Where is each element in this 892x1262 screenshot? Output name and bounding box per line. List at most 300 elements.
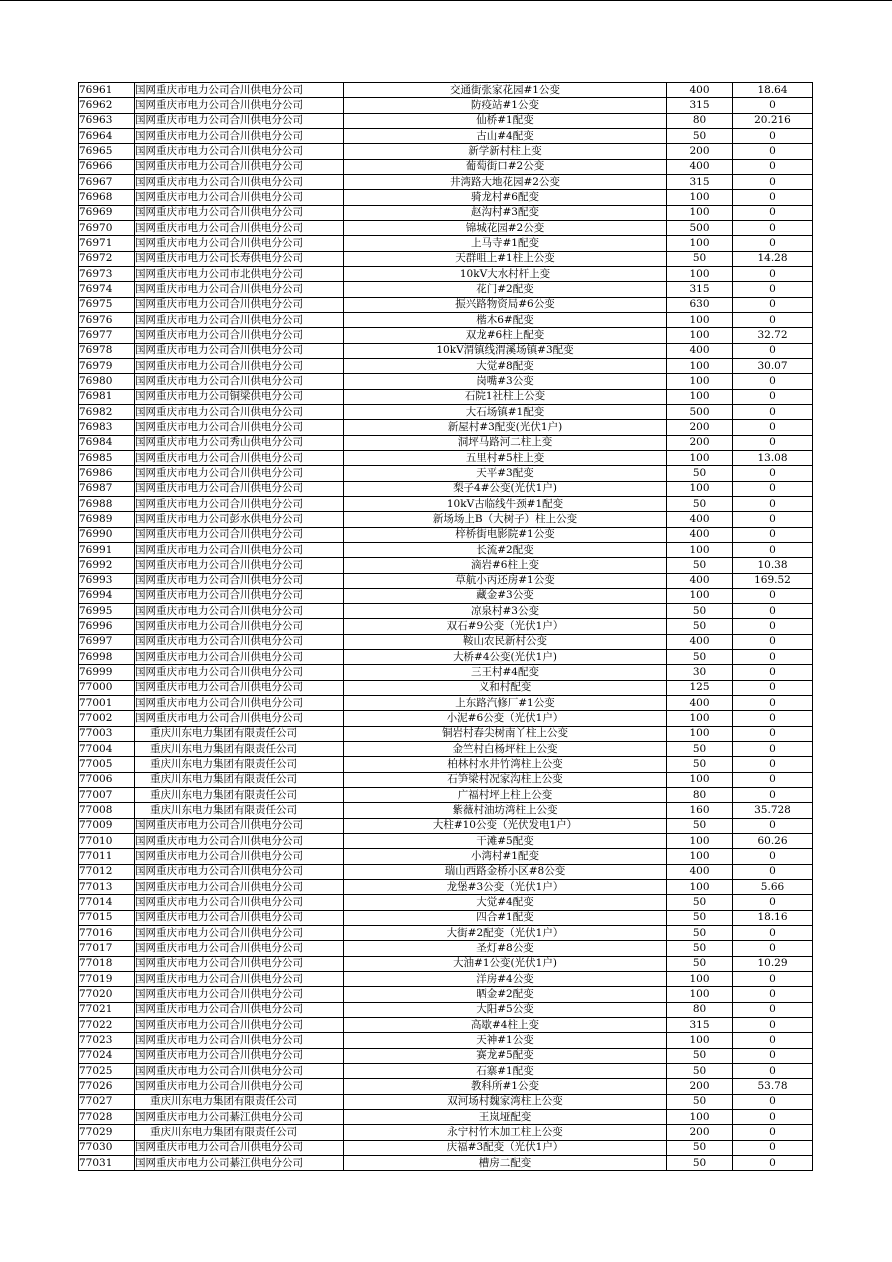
cell-transformer-name: 洞坪马路河二柱上变 (344, 435, 667, 450)
table-row (79, 972, 813, 987)
cell-capacity: 50 (667, 1094, 733, 1109)
table-row (79, 450, 813, 465)
cell-id: 76994 (79, 588, 135, 603)
cell-capacity: 200 (667, 420, 733, 435)
cell-id: 77023 (79, 1033, 135, 1048)
cell-transformer-name: 大觉#8配变 (344, 358, 667, 373)
cell-capacity: 315 (667, 282, 733, 297)
cell-company: 国网重庆市电力公司合川供电分公司 (135, 174, 344, 189)
cell-id: 77011 (79, 849, 135, 864)
cell-transformer-name: 梓桥街电影院#1公变 (344, 527, 667, 542)
cell-company: 国网重庆市电力公司合川供电分公司 (135, 558, 344, 573)
table-body (79, 83, 813, 1171)
cell-id: 76990 (79, 527, 135, 542)
cell-transformer-name: 大街#2配变（光伏1户） (344, 926, 667, 941)
cell-transformer-name: 赵沟村#3配变 (344, 205, 667, 220)
cell-id: 77003 (79, 726, 135, 741)
table-row (79, 987, 813, 1002)
cell-company: 国网重庆市电力公司合川供电分公司 (135, 205, 344, 220)
cell-id: 76964 (79, 128, 135, 143)
cell-transformer-name: 洋房#4公变 (344, 972, 667, 987)
table-row (79, 404, 813, 419)
cell-capacity: 400 (667, 83, 733, 98)
cell-transformer-name: 干滩#5配变 (344, 834, 667, 849)
cell-value: 30.07 (733, 358, 813, 373)
cell-company: 国网重庆市电力公司合川供电分公司 (135, 328, 344, 343)
cell-transformer-name: 小湾村#1配变 (344, 849, 667, 864)
cell-transformer-name: 藏金#3公变 (344, 588, 667, 603)
table-row (79, 558, 813, 573)
cell-id: 76982 (79, 404, 135, 419)
cell-company: 国网重庆市电力公司合川供电分公司 (135, 1140, 344, 1155)
table-row (79, 297, 813, 312)
cell-transformer-name: 井湾路大地花园#2公变 (344, 174, 667, 189)
cell-company: 国网重庆市电力公司合川供电分公司 (135, 941, 344, 956)
cell-transformer-name: 花门#2配变 (344, 282, 667, 297)
cell-company: 国网重庆市电力公司合川供电分公司 (135, 711, 344, 726)
cell-company: 国网重庆市电力公司合川供电分公司 (135, 680, 344, 695)
table-row (79, 895, 813, 910)
table-row (79, 98, 813, 113)
table-row (79, 174, 813, 189)
table-row (79, 1048, 813, 1063)
cell-transformer-name: 骑龙村#6配变 (344, 190, 667, 205)
cell-id: 76968 (79, 190, 135, 205)
cell-transformer-name: 振兴路物资局#6公变 (344, 297, 667, 312)
cell-transformer-name: 10kV大水村杆上变 (344, 266, 667, 281)
table-row (79, 466, 813, 481)
cell-transformer-name: 槽房二配变 (344, 1155, 667, 1170)
cell-id: 76970 (79, 220, 135, 235)
cell-id: 77027 (79, 1094, 135, 1109)
cell-id: 77031 (79, 1155, 135, 1170)
cell-company: 国网重庆市电力公司合川供电分公司 (135, 420, 344, 435)
table-row (79, 910, 813, 925)
cell-capacity: 200 (667, 144, 733, 159)
cell-value: 0 (733, 680, 813, 695)
table-row (79, 113, 813, 128)
cell-company: 重庆川东电力集团有限责任公司 (135, 788, 344, 803)
cell-id: 77029 (79, 1125, 135, 1140)
cell-capacity: 50 (667, 1048, 733, 1063)
cell-id: 77028 (79, 1109, 135, 1124)
cell-id: 76997 (79, 634, 135, 649)
table-row (79, 742, 813, 757)
cell-transformer-name: 三王村#4配变 (344, 665, 667, 680)
table-row (79, 650, 813, 665)
cell-capacity: 315 (667, 1018, 733, 1033)
cell-id: 77005 (79, 757, 135, 772)
cell-company: 国网重庆市电力公司合川供电分公司 (135, 144, 344, 159)
table-row (79, 772, 813, 787)
cell-company: 国网重庆市电力公司合川供电分公司 (135, 818, 344, 833)
table-row (79, 696, 813, 711)
cell-company: 国网重庆市电力公司合川供电分公司 (135, 404, 344, 419)
cell-value: 0 (733, 1002, 813, 1017)
cell-company: 国网重庆市电力公司合川供电分公司 (135, 895, 344, 910)
cell-capacity: 80 (667, 113, 733, 128)
table-row (79, 680, 813, 695)
cell-company: 国网重庆市电力公司合川供电分公司 (135, 1033, 344, 1048)
cell-capacity: 400 (667, 696, 733, 711)
cell-company: 国网重庆市电力公司合川供电分公司 (135, 450, 344, 465)
cell-id: 76967 (79, 174, 135, 189)
table-row (79, 1033, 813, 1048)
cell-transformer-name: 梨子4#公变(光伏1户) (344, 481, 667, 496)
cell-capacity: 400 (667, 159, 733, 174)
cell-transformer-name: 大觉#4配变 (344, 895, 667, 910)
cell-capacity: 400 (667, 527, 733, 542)
cell-company: 国网重庆市电力公司合川供电分公司 (135, 297, 344, 312)
cell-id: 76974 (79, 282, 135, 297)
cell-value: 0 (733, 205, 813, 220)
cell-value: 0 (733, 220, 813, 235)
cell-value: 5.66 (733, 880, 813, 895)
cell-transformer-name: 10kV渭镇线渭溪场镇#3配变 (344, 343, 667, 358)
cell-transformer-name: 仙桥#1配变 (344, 113, 667, 128)
cell-capacity: 100 (667, 834, 733, 849)
cell-value: 20.216 (733, 113, 813, 128)
cell-capacity: 400 (667, 573, 733, 588)
table-row (79, 1002, 813, 1017)
cell-id: 76965 (79, 144, 135, 159)
table-row (79, 588, 813, 603)
cell-capacity: 100 (667, 880, 733, 895)
cell-capacity: 80 (667, 1002, 733, 1017)
cell-capacity: 200 (667, 435, 733, 450)
cell-company: 国网重庆市电力公司合川供电分公司 (135, 926, 344, 941)
cell-id: 77006 (79, 772, 135, 787)
cell-id: 76981 (79, 389, 135, 404)
cell-company: 国网重庆市电力公司合川供电分公司 (135, 190, 344, 205)
cell-id: 77012 (79, 864, 135, 879)
cell-value: 0 (733, 711, 813, 726)
table-row (79, 496, 813, 511)
cell-id: 76989 (79, 512, 135, 527)
cell-transformer-name: 古山#4配变 (344, 128, 667, 143)
table-row (79, 941, 813, 956)
cell-capacity: 50 (667, 926, 733, 941)
cell-capacity: 100 (667, 1033, 733, 1048)
cell-id: 77015 (79, 910, 135, 925)
cell-value: 0 (733, 435, 813, 450)
cell-capacity: 500 (667, 220, 733, 235)
cell-id: 76977 (79, 328, 135, 343)
cell-id: 76963 (79, 113, 135, 128)
cell-value: 0 (733, 604, 813, 619)
cell-transformer-name: 鞍山农民新村公变 (344, 634, 667, 649)
cell-value: 13.08 (733, 450, 813, 465)
table-row (79, 726, 813, 741)
cell-capacity: 100 (667, 312, 733, 327)
cell-company: 国网重庆市电力公司合川供电分公司 (135, 910, 344, 925)
cell-transformer-name: 锦城花园#2公变 (344, 220, 667, 235)
table-row (79, 665, 813, 680)
cell-company: 国网重庆市电力公司合川供电分公司 (135, 634, 344, 649)
table-row (79, 343, 813, 358)
cell-transformer-name: 葡萄街口#2公变 (344, 159, 667, 174)
cell-id: 76971 (79, 236, 135, 251)
cell-value: 0 (733, 144, 813, 159)
cell-transformer-name: 石笋梁村况家沟柱上公变 (344, 772, 667, 787)
cell-capacity: 100 (667, 588, 733, 603)
cell-transformer-name: 新学新村柱上变 (344, 144, 667, 159)
cell-value: 0 (733, 772, 813, 787)
table-row (79, 251, 813, 266)
cell-id: 77013 (79, 880, 135, 895)
table-row (79, 1064, 813, 1079)
cell-capacity: 315 (667, 174, 733, 189)
cell-company: 国网重庆市电力公司合川供电分公司 (135, 374, 344, 389)
table-row (79, 128, 813, 143)
cell-value: 0 (733, 619, 813, 634)
cell-value: 0 (733, 696, 813, 711)
cell-transformer-name: 双龙#6柱上配变 (344, 328, 667, 343)
table-row (79, 205, 813, 220)
cell-value: 0 (733, 650, 813, 665)
cell-capacity: 315 (667, 98, 733, 113)
cell-capacity: 50 (667, 895, 733, 910)
cell-id: 76999 (79, 665, 135, 680)
cell-transformer-name: 瑞山西路金桥小区#8公变 (344, 864, 667, 879)
cell-value: 0 (733, 512, 813, 527)
cell-value: 0 (733, 1094, 813, 1109)
table-row (79, 220, 813, 235)
cell-capacity: 100 (667, 481, 733, 496)
cell-company: 国网重庆市电力公司合川供电分公司 (135, 1079, 344, 1094)
cell-value: 0 (733, 1064, 813, 1079)
cell-id: 76988 (79, 496, 135, 511)
cell-transformer-name: 凉泉村#3公变 (344, 604, 667, 619)
table-row (79, 619, 813, 634)
cell-value: 0 (733, 420, 813, 435)
cell-value: 0 (733, 864, 813, 879)
cell-id: 76966 (79, 159, 135, 174)
cell-value: 0 (733, 343, 813, 358)
table-row (79, 1079, 813, 1094)
cell-id: 76969 (79, 205, 135, 220)
cell-capacity: 100 (667, 328, 733, 343)
cell-capacity: 100 (667, 726, 733, 741)
cell-id: 77008 (79, 803, 135, 818)
cell-company: 国网重庆市电力公司合川供电分公司 (135, 358, 344, 373)
table-row (79, 83, 813, 98)
cell-value: 0 (733, 496, 813, 511)
cell-company: 国网重庆市电力公司合川供电分公司 (135, 282, 344, 297)
cell-capacity: 50 (667, 251, 733, 266)
cell-transformer-name: 10kV古临线牛颈#1配变 (344, 496, 667, 511)
cell-transformer-name: 庆福#3配变（光伏1户） (344, 1140, 667, 1155)
table-row (79, 190, 813, 205)
cell-id: 77020 (79, 987, 135, 1002)
cell-id: 77022 (79, 1018, 135, 1033)
cell-value: 0 (733, 312, 813, 327)
cell-capacity: 100 (667, 711, 733, 726)
table-row (79, 481, 813, 496)
cell-value: 18.64 (733, 83, 813, 98)
cell-company: 国网重庆市电力公司合川供电分公司 (135, 1002, 344, 1017)
cell-capacity: 50 (667, 910, 733, 925)
cell-value: 0 (733, 159, 813, 174)
cell-capacity: 400 (667, 634, 733, 649)
cell-transformer-name: 石寨#1配变 (344, 1064, 667, 1079)
cell-company: 重庆川东电力集团有限责任公司 (135, 772, 344, 787)
cell-company: 国网重庆市电力公司彭水供电分公司 (135, 512, 344, 527)
cell-transformer-name: 石院1社柱上公变 (344, 389, 667, 404)
cell-value: 0 (733, 726, 813, 741)
cell-value: 0 (733, 542, 813, 557)
cell-transformer-name: 龙堡#3公变（光伏1户） (344, 880, 667, 895)
cell-company: 国网重庆市电力公司合川供电分公司 (135, 113, 344, 128)
cell-capacity: 50 (667, 1064, 733, 1079)
cell-value: 0 (733, 236, 813, 251)
cell-id: 76984 (79, 435, 135, 450)
cell-value: 0 (733, 481, 813, 496)
cell-transformer-name: 草航小丙还房#1公变 (344, 573, 667, 588)
cell-transformer-name: 滴岩#6柱上变 (344, 558, 667, 573)
cell-id: 76998 (79, 650, 135, 665)
cell-capacity: 50 (667, 604, 733, 619)
cell-capacity: 100 (667, 205, 733, 220)
cell-id: 77018 (79, 956, 135, 971)
cell-capacity: 500 (667, 404, 733, 419)
cell-capacity: 100 (667, 772, 733, 787)
cell-company: 国网重庆市电力公司合川供电分公司 (135, 696, 344, 711)
cell-transformer-name: 岗嘴#3公变 (344, 374, 667, 389)
cell-transformer-name: 王岚垭配变 (344, 1109, 667, 1124)
cell-value: 0 (733, 895, 813, 910)
cell-value: 0 (733, 665, 813, 680)
cell-company: 国网重庆市电力公司合川供电分公司 (135, 481, 344, 496)
cell-company: 国网重庆市电力公司合川供电分公司 (135, 880, 344, 895)
cell-company: 国网重庆市电力公司合川供电分公司 (135, 312, 344, 327)
cell-company: 国网重庆市电力公司合川供电分公司 (135, 466, 344, 481)
cell-id: 77017 (79, 941, 135, 956)
cell-id: 77004 (79, 742, 135, 757)
cell-company: 国网重庆市电力公司合川供电分公司 (135, 83, 344, 98)
cell-company: 国网重庆市电力公司合川供电分公司 (135, 604, 344, 619)
cell-id: 77009 (79, 818, 135, 833)
cell-id: 77010 (79, 834, 135, 849)
table-row (79, 1125, 813, 1140)
cell-value: 0 (733, 297, 813, 312)
cell-capacity: 50 (667, 956, 733, 971)
cell-value: 0 (733, 818, 813, 833)
data-table (78, 82, 813, 1171)
cell-capacity: 100 (667, 358, 733, 373)
cell-value: 0 (733, 1048, 813, 1063)
table-row (79, 803, 813, 818)
table-row (79, 757, 813, 772)
cell-value: 0 (733, 282, 813, 297)
table-row (79, 420, 813, 435)
table-row (79, 312, 813, 327)
cell-value: 0 (733, 1125, 813, 1140)
cell-value: 0 (733, 1033, 813, 1048)
cell-value: 0 (733, 174, 813, 189)
cell-company: 国网重庆市电力公司合川供电分公司 (135, 834, 344, 849)
cell-company: 国网重庆市电力公司綦江供电分公司 (135, 1109, 344, 1124)
cell-capacity: 100 (667, 450, 733, 465)
table-row (79, 1018, 813, 1033)
cell-value: 0 (733, 742, 813, 757)
cell-company: 重庆川东电力集团有限责任公司 (135, 757, 344, 772)
cell-transformer-name: 上东路汽修厂#1公变 (344, 696, 667, 711)
table-row (79, 711, 813, 726)
cell-transformer-name: 广福村坪上柱上公变 (344, 788, 667, 803)
cell-capacity: 50 (667, 466, 733, 481)
cell-capacity: 400 (667, 864, 733, 879)
cell-company: 国网重庆市电力公司合川供电分公司 (135, 650, 344, 665)
cell-value: 0 (733, 527, 813, 542)
cell-transformer-name: 双河场村魏家湾柱上公变 (344, 1094, 667, 1109)
cell-company: 重庆川东电力集团有限责任公司 (135, 742, 344, 757)
cell-transformer-name: 上马寺#1配变 (344, 236, 667, 251)
cell-company: 国网重庆市电力公司市北供电分公司 (135, 266, 344, 281)
cell-capacity: 400 (667, 512, 733, 527)
cell-id: 76985 (79, 450, 135, 465)
cell-id: 77016 (79, 926, 135, 941)
cell-transformer-name: 赛龙#5配变 (344, 1048, 667, 1063)
cell-value: 0 (733, 466, 813, 481)
table-row (79, 834, 813, 849)
table-row (79, 282, 813, 297)
cell-id: 76979 (79, 358, 135, 373)
cell-company: 国网重庆市电力公司合川供电分公司 (135, 849, 344, 864)
cell-company: 国网重庆市电力公司合川供电分公司 (135, 588, 344, 603)
cell-value: 53.78 (733, 1079, 813, 1094)
cell-transformer-name: 晒金#2配变 (344, 987, 667, 1002)
cell-company: 国网重庆市电力公司合川供电分公司 (135, 496, 344, 511)
cell-value: 0 (733, 404, 813, 419)
table-row (79, 266, 813, 281)
cell-capacity: 50 (667, 1155, 733, 1170)
cell-company: 国网重庆市电力公司合川供电分公司 (135, 236, 344, 251)
cell-company: 国网重庆市电力公司綦江供电分公司 (135, 1155, 344, 1170)
cell-capacity: 50 (667, 757, 733, 772)
cell-company: 国网重庆市电力公司铜梁供电分公司 (135, 389, 344, 404)
cell-value: 14.28 (733, 251, 813, 266)
table-row (79, 527, 813, 542)
table-row (79, 880, 813, 895)
cell-company: 国网重庆市电力公司合川供电分公司 (135, 1048, 344, 1063)
table-row (79, 358, 813, 373)
cell-id: 76986 (79, 466, 135, 481)
cell-transformer-name: 高歇#4柱上变 (344, 1018, 667, 1033)
cell-value: 0 (733, 1018, 813, 1033)
cell-value: 0 (733, 634, 813, 649)
cell-capacity: 100 (667, 1109, 733, 1124)
cell-company: 重庆川东电力集团有限责任公司 (135, 1125, 344, 1140)
cell-id: 76976 (79, 312, 135, 327)
cell-value: 60.26 (733, 834, 813, 849)
cell-company: 国网重庆市电力公司合川供电分公司 (135, 220, 344, 235)
cell-capacity: 50 (667, 818, 733, 833)
cell-transformer-name: 双石#9公变（光伏1户） (344, 619, 667, 634)
cell-id: 76975 (79, 297, 135, 312)
cell-capacity: 50 (667, 941, 733, 956)
cell-value: 0 (733, 374, 813, 389)
cell-id: 77026 (79, 1079, 135, 1094)
cell-transformer-name: 天平#3配变 (344, 466, 667, 481)
cell-transformer-name: 大桥#4公变(光伏1户) (344, 650, 667, 665)
cell-capacity: 30 (667, 665, 733, 680)
cell-id: 76993 (79, 573, 135, 588)
cell-transformer-name: 教科所#1公变 (344, 1079, 667, 1094)
cell-transformer-name: 大石场镇#1配变 (344, 404, 667, 419)
cell-id: 76978 (79, 343, 135, 358)
cell-capacity: 80 (667, 788, 733, 803)
